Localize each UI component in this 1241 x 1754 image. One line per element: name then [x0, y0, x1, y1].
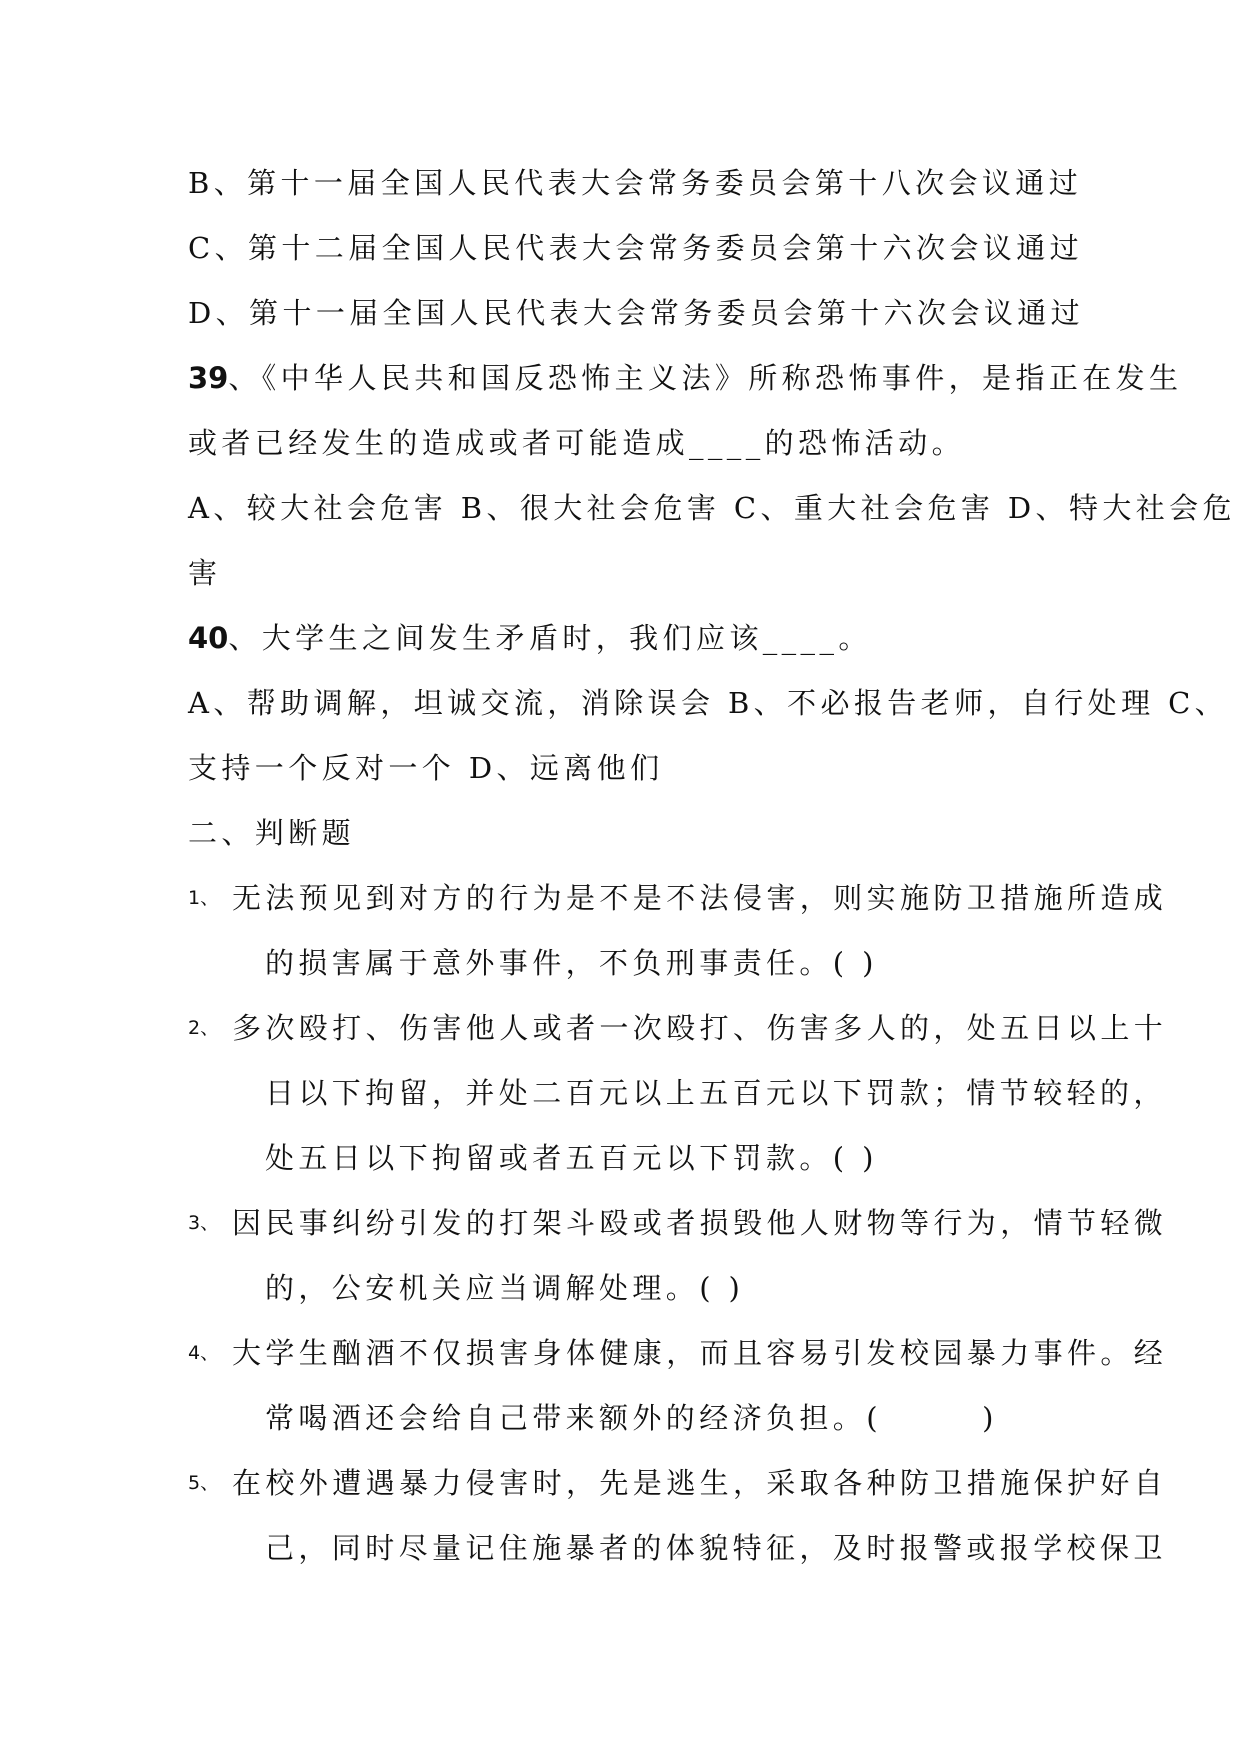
q40-options-line1: A、帮助调解，坦诚交流，消除误会 B、不必报告老师，自行处理 C、 [188, 686, 1229, 720]
q39-stem-line1 [188, 358, 1182, 398]
q38-option-c: C、第十二届全国人民代表大会常务委员会第十六次会议通过 [188, 231, 1083, 265]
judgment-2-number: 2、 [188, 1017, 220, 1039]
judgment-4-line2: 常喝酒还会给自己带来额外的经济负担。( ) [265, 1401, 998, 1435]
q40-stem [188, 618, 872, 658]
judgment-2-line2: 日以下拘留，并处二百元以上五百元以下罚款；情节较轻的， [265, 1076, 1167, 1110]
q39-options-line2: 害 [188, 556, 222, 590]
judgment-2-line3: 处五日以下拘留或者五百元以下罚款。( ) [265, 1141, 878, 1175]
judgment-4-number: 4、 [188, 1342, 220, 1364]
judgment-2-line1: 多次殴打、伤害他人或者一次殴打、伤害多人的，处五日以上十 [232, 1011, 1168, 1045]
q40-options-line2: 支持一个反对一个 D、远离他们 [188, 751, 664, 785]
q38-option-d: D、第十一届全国人民代表大会常务委员会第十六次会议通过 [188, 296, 1085, 330]
section-heading-judgment: 二、判断题 [188, 816, 356, 850]
q39-text-line1: 、《中华人民共和国反恐怖主义法》所称恐怖事件，是指正在发生 [228, 361, 1183, 395]
q39-options-line1: A、较大社会危害 B、很大社会危害 C、重大社会危害 D、特大社会危 [188, 491, 1236, 525]
judgment-5-line1: 在校外遭遇暴力侵害时，先是逃生，采取各种防卫措施保护好自 [232, 1466, 1168, 1500]
judgment-3-line1: 因民事纠纷引发的打架斗殴或者损毁他人财物等行为，情节轻微 [232, 1206, 1168, 1240]
judgment-3-line2: 的，公安机关应当调解处理。( ) [265, 1271, 745, 1305]
q39-stem-line2: 或者已经发生的造成或者可能造成____的恐怖活动。 [188, 426, 966, 460]
judgment-5-number: 5、 [188, 1472, 220, 1494]
judgment-1-line1: 无法预见到对方的行为是不是不法侵害，则实施防卫措施所造成 [232, 881, 1168, 915]
q40-text: 、大学生之间发生矛盾时，我们应该____。 [228, 621, 872, 655]
judgment-1-line2: 的损害属于意外事件，不负刑事责任。( ) [265, 946, 878, 980]
judgment-1-number: 1、 [188, 887, 220, 909]
judgment-4-line1: 大学生酗酒不仅损害身体健康，而且容易引发校园暴力事件。经 [232, 1336, 1168, 1370]
q40-number: 40 [188, 621, 229, 655]
q39-number: 39 [188, 361, 229, 395]
q38-option-b: B、第十一届全国人民代表大会常务委员会第十八次会议通过 [188, 166, 1083, 200]
judgment-3-number: 3、 [188, 1212, 220, 1234]
judgment-5-line2: 己，同时尽量记住施暴者的体貌特征，及时报警或报学校保卫 [265, 1531, 1167, 1565]
